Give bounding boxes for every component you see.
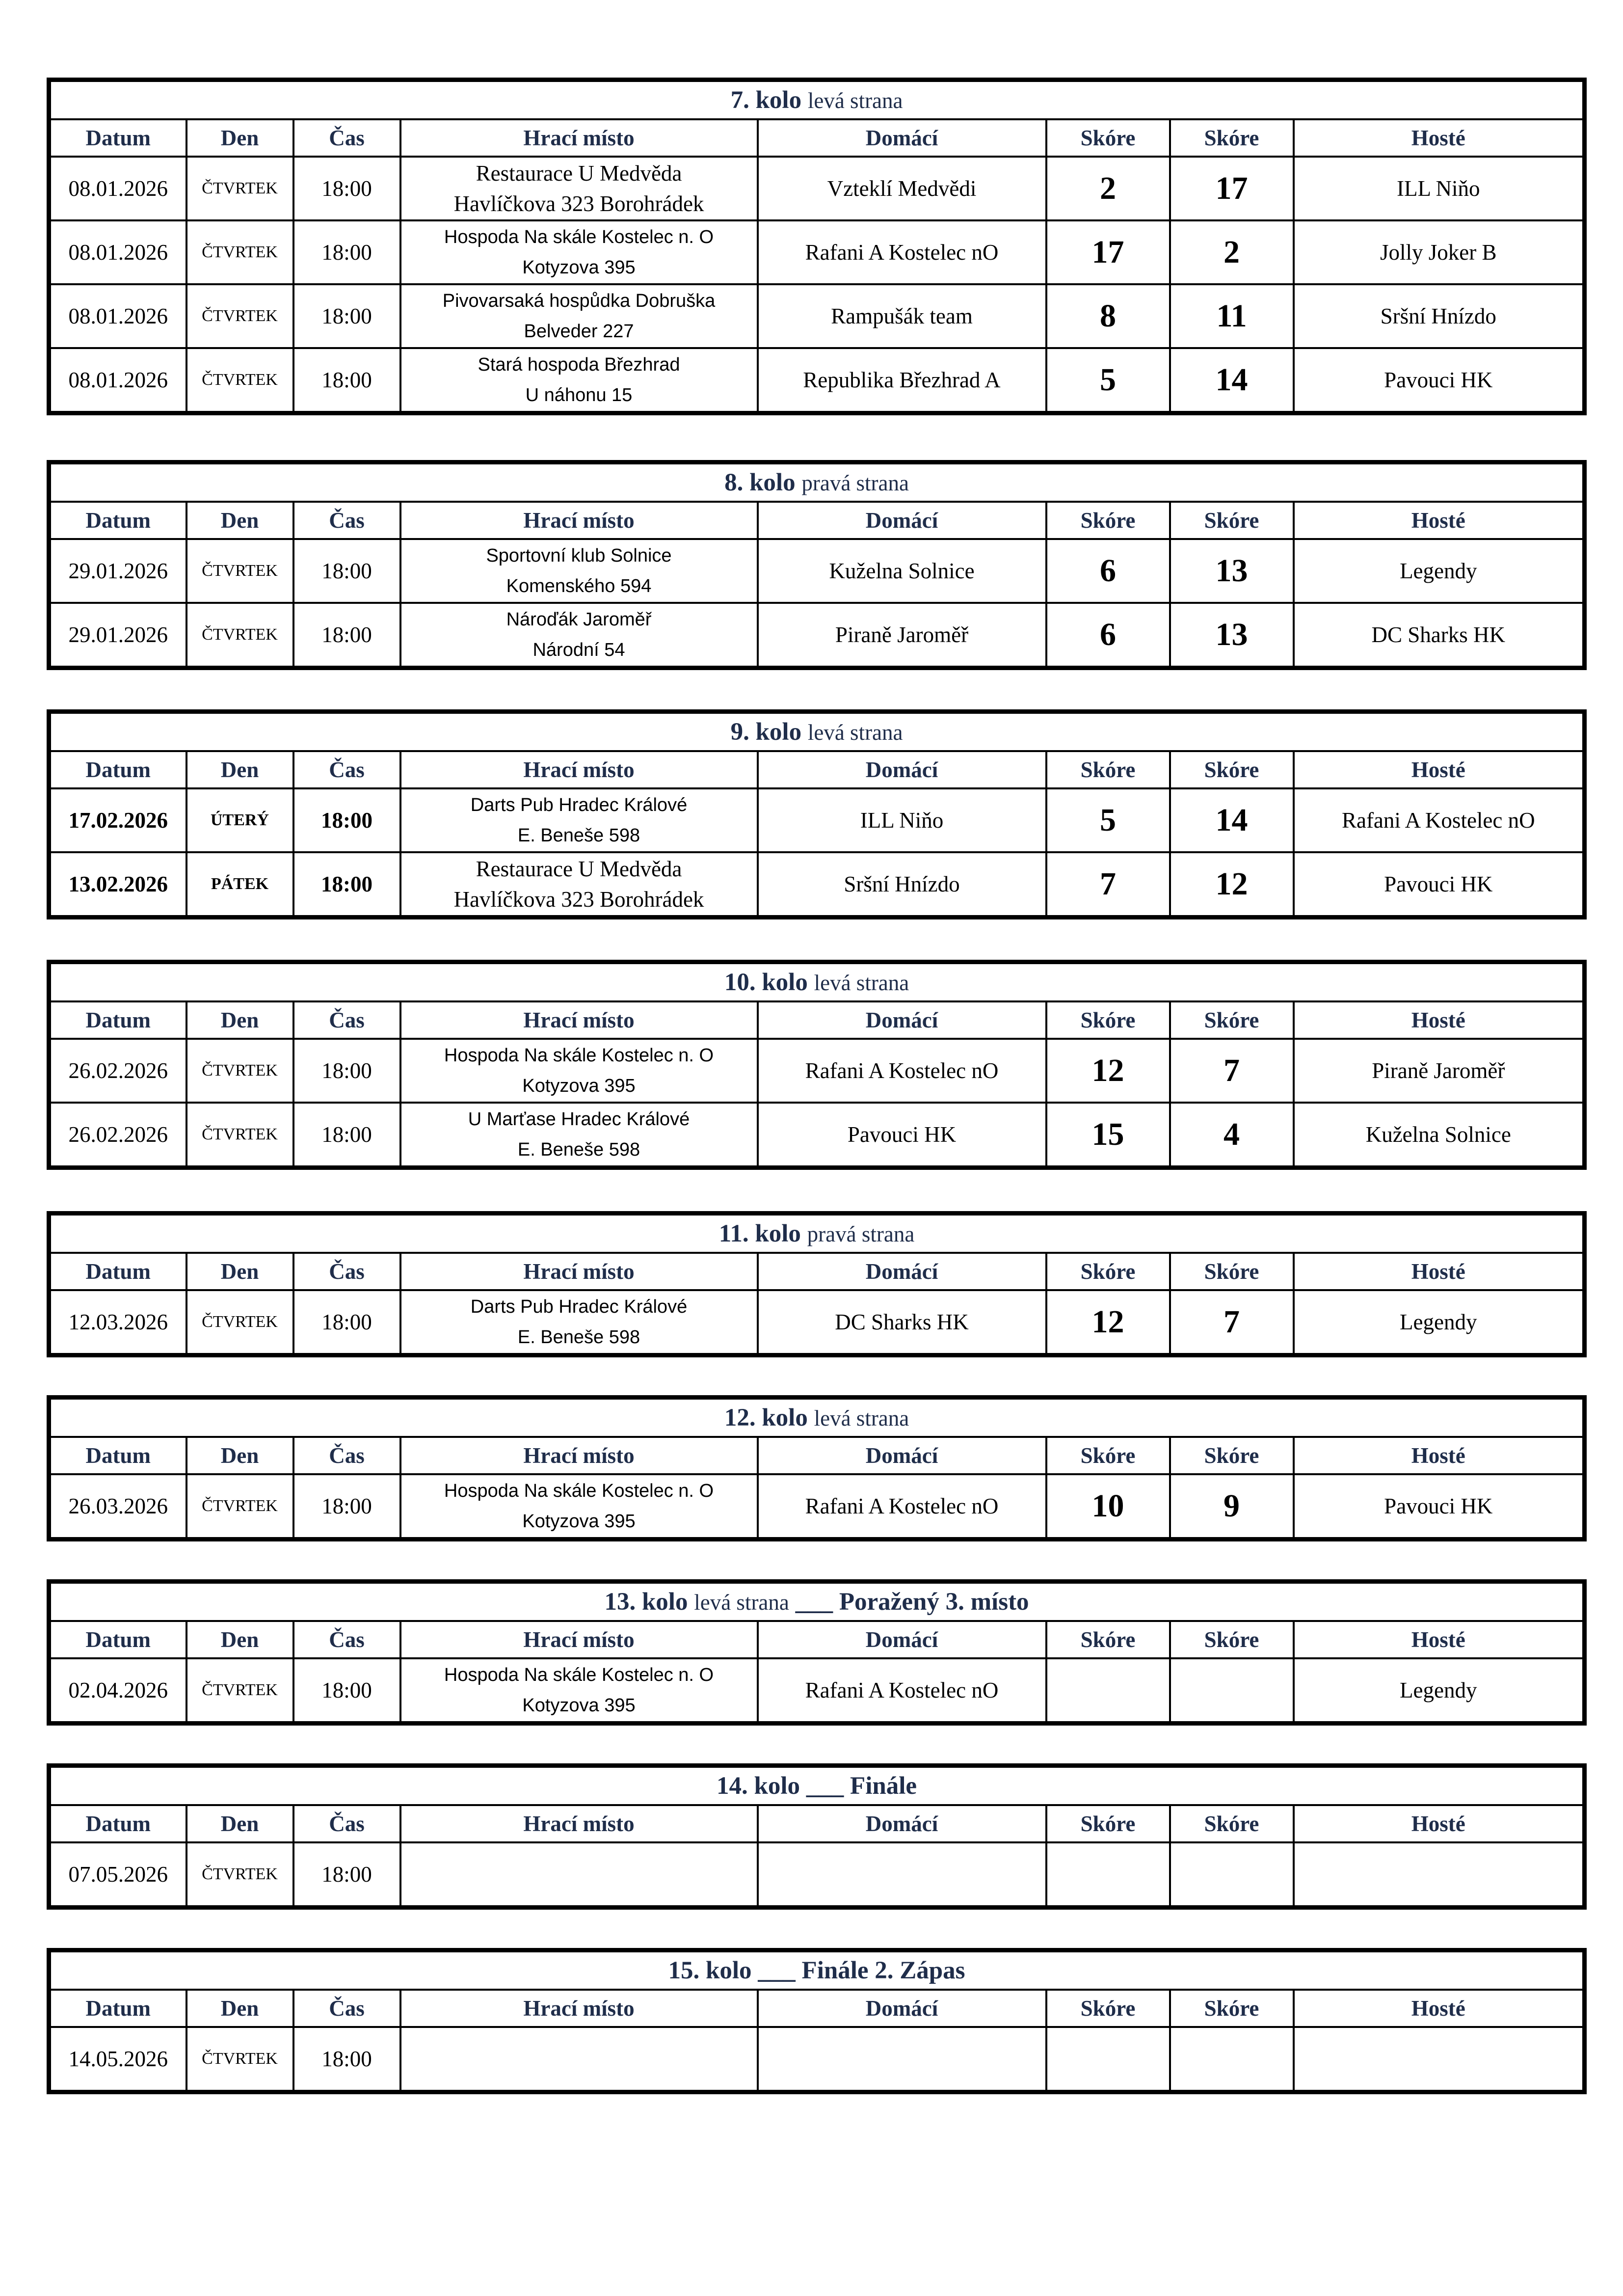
- column-header-skore2: Skóre: [1170, 1621, 1294, 1658]
- home-score: 15: [1046, 1103, 1170, 1168]
- round-title: 10. kolo: [724, 969, 808, 996]
- column-header-misto: Hrací místo: [400, 1253, 758, 1290]
- away-score: 7: [1170, 1039, 1294, 1103]
- match-row: [49, 157, 1585, 220]
- column-header-hoste: Hosté: [1294, 119, 1585, 157]
- venue-address: Kotyzova 395: [522, 1511, 636, 1532]
- column-header-cas: Čas: [293, 1621, 400, 1658]
- column-header-skore1: Skóre: [1046, 119, 1170, 157]
- round-subtitle: levá strana: [694, 1590, 789, 1615]
- match-venue: [400, 220, 758, 284]
- home-score: 7: [1046, 852, 1170, 918]
- match-date: 29.01.2026: [49, 539, 186, 603]
- round-header: [49, 1398, 1585, 1437]
- match-venue: [400, 348, 758, 413]
- match-time: 18:00: [293, 2027, 400, 2092]
- home-score: [1046, 1658, 1170, 1724]
- column-header-domaci: Domácí: [758, 751, 1046, 788]
- venue-address: U náhonu 15: [525, 385, 633, 405]
- column-header-skore2: Skóre: [1170, 1805, 1294, 1842]
- home-team: Vzteklí Medvědi: [758, 157, 1046, 220]
- round-header: [49, 712, 1585, 752]
- match-date: 29.01.2026: [49, 603, 186, 668]
- column-header-hoste: Hosté: [1294, 1253, 1585, 1290]
- column-header-skore2: Skóre: [1170, 1437, 1294, 1474]
- venue-address: Komenského 594: [506, 576, 652, 596]
- round-header-row: [49, 1766, 1585, 1806]
- away-score: [1170, 2027, 1294, 2092]
- home-team: Pavouci HK: [758, 1103, 1046, 1168]
- away-score: 12: [1170, 852, 1294, 918]
- match-time: 18:00: [293, 1658, 400, 1724]
- match-day: ČTVRTEK: [186, 1474, 293, 1540]
- home-team: Rafani A Kostelec nO: [758, 1658, 1046, 1724]
- column-header-misto: Hrací místo: [400, 751, 758, 788]
- home-team: ILL Niňo: [758, 788, 1046, 852]
- match-venue: [400, 539, 758, 603]
- column-header-misto: Hrací místo: [400, 1621, 758, 1658]
- match-date: 08.01.2026: [49, 284, 186, 348]
- round-header-row: [49, 712, 1585, 752]
- away-score: [1170, 1842, 1294, 1908]
- venue-name: Darts Pub Hradec Králové: [470, 795, 688, 815]
- match-venue: [400, 1103, 758, 1168]
- match-time: 18:00: [293, 1842, 400, 1908]
- round-table: [47, 1395, 1587, 1541]
- column-header-den: Den: [186, 751, 293, 788]
- match-date: 26.03.2026: [49, 1474, 186, 1540]
- round-header: [49, 1766, 1585, 1806]
- round-title: 12. kolo: [724, 1404, 808, 1432]
- column-header-skore1: Skóre: [1046, 1805, 1170, 1842]
- round-title: 11. kolo: [718, 1220, 801, 1247]
- match-row: [49, 1103, 1585, 1168]
- round-subtitle: levá strana: [814, 1406, 909, 1431]
- column-header-misto: Hrací místo: [400, 1001, 758, 1039]
- match-row: [49, 603, 1585, 668]
- column-header-misto: Hrací místo: [400, 1437, 758, 1474]
- column-header-skore2: Skóre: [1170, 1001, 1294, 1039]
- away-team: Pavouci HK: [1294, 348, 1585, 413]
- venue-name: Nároďák Jaroměř: [506, 609, 652, 630]
- column-header-row: [49, 1990, 1585, 2027]
- match-time: 18:00: [293, 1474, 400, 1540]
- home-team: Sršní Hnízdo: [758, 852, 1046, 918]
- column-header-hoste: Hosté: [1294, 751, 1585, 788]
- column-header-row: [49, 1253, 1585, 1290]
- match-venue: [400, 284, 758, 348]
- match-row: [49, 1039, 1585, 1103]
- match-venue: [400, 1039, 758, 1103]
- venue-address: Kotyzova 395: [522, 1695, 636, 1716]
- venue-name: Darts Pub Hradec Králové: [470, 1297, 688, 1317]
- column-header-hoste: Hosté: [1294, 1001, 1585, 1039]
- column-header-row: [49, 1001, 1585, 1039]
- home-score: 6: [1046, 603, 1170, 668]
- match-row: [49, 348, 1585, 413]
- column-header-hoste: Hosté: [1294, 1621, 1585, 1658]
- column-header-skore2: Skóre: [1170, 1990, 1294, 2027]
- match-day: ČTVRTEK: [186, 1658, 293, 1724]
- venue-address: Národní 54: [532, 640, 625, 660]
- column-header-datum: Datum: [49, 1990, 186, 2027]
- column-header-den: Den: [186, 1805, 293, 1842]
- round-header-row: [49, 1398, 1585, 1437]
- match-date: 26.02.2026: [49, 1103, 186, 1168]
- home-team: [758, 2027, 1046, 2092]
- away-team: DC Sharks HK: [1294, 603, 1585, 668]
- column-header-domaci: Domácí: [758, 502, 1046, 539]
- round-table: [47, 1579, 1587, 1726]
- match-day: ČTVRTEK: [186, 1290, 293, 1355]
- match-venue: [400, 603, 758, 668]
- column-header-cas: Čas: [293, 1001, 400, 1039]
- venue-name: Stará hospoda Březhrad: [478, 354, 680, 375]
- home-score: 5: [1046, 348, 1170, 413]
- match-time: 18:00: [293, 1039, 400, 1103]
- home-score: 17: [1046, 220, 1170, 284]
- round-header: [49, 962, 1585, 1002]
- column-header-domaci: Domácí: [758, 1253, 1046, 1290]
- round-header-row: [49, 1950, 1585, 1990]
- round-subtitle: levá strana: [814, 971, 909, 995]
- round-header-row: [49, 1582, 1585, 1621]
- column-header-cas: Čas: [293, 502, 400, 539]
- column-header-row: [49, 751, 1585, 788]
- match-date: 13.02.2026: [49, 852, 186, 918]
- home-team: Rafani A Kostelec nO: [758, 1039, 1046, 1103]
- away-score: 9: [1170, 1474, 1294, 1540]
- home-team: Rafani A Kostelec nO: [758, 220, 1046, 284]
- match-date: 08.01.2026: [49, 157, 186, 220]
- home-team: Rafani A Kostelec nO: [758, 1474, 1046, 1540]
- column-header-row: [49, 502, 1585, 539]
- round-header: [49, 1214, 1585, 1253]
- column-header-den: Den: [186, 119, 293, 157]
- column-header-den: Den: [186, 1990, 293, 2027]
- away-team: Legendy: [1294, 1658, 1585, 1724]
- match-day: ČTVRTEK: [186, 1842, 293, 1908]
- match-time: 18:00: [293, 348, 400, 413]
- column-header-skore2: Skóre: [1170, 502, 1294, 539]
- column-header-hoste: Hosté: [1294, 1437, 1585, 1474]
- column-header-domaci: Domácí: [758, 1805, 1046, 1842]
- column-header-cas: Čas: [293, 1990, 400, 2027]
- match-venue: [400, 1842, 758, 1908]
- home-team: Republika Březhrad A: [758, 348, 1046, 413]
- column-header-skore1: Skóre: [1046, 1253, 1170, 1290]
- match-venue: [400, 1290, 758, 1355]
- column-header-skore2: Skóre: [1170, 119, 1294, 157]
- round-subtitle: pravá strana: [801, 471, 909, 495]
- match-date: 07.05.2026: [49, 1842, 186, 1908]
- column-header-skore2: Skóre: [1170, 751, 1294, 788]
- away-team: Sršní Hnízdo: [1294, 284, 1585, 348]
- match-day: ČTVRTEK: [186, 348, 293, 413]
- home-team: Kuželna Solnice: [758, 539, 1046, 603]
- round-table: [47, 960, 1587, 1170]
- away-team: Piraně Jaroměř: [1294, 1039, 1585, 1103]
- match-venue: [400, 852, 758, 918]
- venue-name: Restaurace U Medvěda: [476, 857, 682, 881]
- column-header-cas: Čas: [293, 1437, 400, 1474]
- match-row: [49, 1474, 1585, 1540]
- match-time: 18:00: [293, 1103, 400, 1168]
- column-header-datum: Datum: [49, 1621, 186, 1658]
- column-header-hoste: Hosté: [1294, 1990, 1585, 2027]
- venue-address: Kotyzova 395: [522, 1076, 636, 1096]
- match-row: [49, 852, 1585, 918]
- match-day: ÚTERÝ: [186, 788, 293, 852]
- round-header-row: [49, 962, 1585, 1002]
- match-time: 18:00: [293, 788, 400, 852]
- away-team: Rafani A Kostelec nO: [1294, 788, 1585, 852]
- venue-name: Hospoda Na skále Kostelec n. O: [444, 1481, 714, 1501]
- match-date: 08.01.2026: [49, 348, 186, 413]
- match-time: 18:00: [293, 220, 400, 284]
- round-table: [47, 709, 1587, 919]
- venue-name: Hospoda Na skále Kostelec n. O: [444, 227, 714, 247]
- column-header-datum: Datum: [49, 1001, 186, 1039]
- column-header-skore1: Skóre: [1046, 1621, 1170, 1658]
- away-team: Legendy: [1294, 539, 1585, 603]
- away-team: Kuželna Solnice: [1294, 1103, 1585, 1168]
- away-score: 2: [1170, 220, 1294, 284]
- away-team: Pavouci HK: [1294, 852, 1585, 918]
- venue-address: E. Beneše 598: [517, 1139, 640, 1160]
- away-score: 13: [1170, 539, 1294, 603]
- home-score: 10: [1046, 1474, 1170, 1540]
- round-header-row: [49, 1214, 1585, 1253]
- round-header-row: [49, 462, 1585, 502]
- venue-address: E. Beneše 598: [517, 1327, 640, 1348]
- match-venue: [400, 157, 758, 220]
- column-header-cas: Čas: [293, 751, 400, 788]
- match-day: ČTVRTEK: [186, 284, 293, 348]
- column-header-row: [49, 1805, 1585, 1842]
- home-score: 6: [1046, 539, 1170, 603]
- match-time: 18:00: [293, 284, 400, 348]
- away-team: ILL Niňo: [1294, 157, 1585, 220]
- match-time: 18:00: [293, 539, 400, 603]
- column-header-misto: Hrací místo: [400, 502, 758, 539]
- round-title-extra: ___ Poražený 3. místo: [795, 1588, 1029, 1616]
- column-header-datum: Datum: [49, 1805, 186, 1842]
- column-header-cas: Čas: [293, 1805, 400, 1842]
- home-score: 5: [1046, 788, 1170, 852]
- match-row: [49, 788, 1585, 852]
- home-score: 12: [1046, 1290, 1170, 1355]
- column-header-datum: Datum: [49, 502, 186, 539]
- match-date: 17.02.2026: [49, 788, 186, 852]
- column-header-domaci: Domácí: [758, 1437, 1046, 1474]
- round-table: [47, 1948, 1587, 2094]
- round-title-extra: ___ Finále: [806, 1772, 917, 1800]
- match-time: 18:00: [293, 157, 400, 220]
- round-title: 7. kolo: [730, 86, 802, 114]
- venue-name: U Marťase Hradec Králové: [468, 1109, 690, 1130]
- match-date: 02.04.2026: [49, 1658, 186, 1724]
- match-row: [49, 1658, 1585, 1724]
- match-venue: [400, 1474, 758, 1540]
- venue-address: Kotyzova 395: [522, 257, 636, 278]
- column-header-datum: Datum: [49, 751, 186, 788]
- match-day: ČTVRTEK: [186, 1103, 293, 1168]
- round-subtitle: levá strana: [807, 88, 903, 113]
- venue-name: Sportovní klub Solnice: [486, 545, 672, 566]
- column-header-skore1: Skóre: [1046, 502, 1170, 539]
- round-table: [47, 460, 1587, 670]
- round-header: [49, 80, 1585, 120]
- home-score: 12: [1046, 1039, 1170, 1103]
- match-venue: [400, 2027, 758, 2092]
- match-day: PÁTEK: [186, 852, 293, 918]
- match-row: [49, 539, 1585, 603]
- round-title: 14. kolo: [717, 1772, 800, 1800]
- away-score: 11: [1170, 284, 1294, 348]
- column-header-row: [49, 1437, 1585, 1474]
- home-team: Piraně Jaroměř: [758, 603, 1046, 668]
- column-header-domaci: Domácí: [758, 119, 1046, 157]
- match-time: 18:00: [293, 1290, 400, 1355]
- round-table: [47, 1211, 1587, 1357]
- round-subtitle: levá strana: [807, 720, 903, 745]
- match-date: 14.05.2026: [49, 2027, 186, 2092]
- home-team: DC Sharks HK: [758, 1290, 1046, 1355]
- match-venue: [400, 1658, 758, 1724]
- match-day: ČTVRTEK: [186, 539, 293, 603]
- column-header-hoste: Hosté: [1294, 502, 1585, 539]
- match-venue: [400, 788, 758, 852]
- round-title: 13. kolo: [604, 1588, 688, 1616]
- venue-address: Belveder 227: [524, 321, 634, 342]
- home-score: 2: [1046, 157, 1170, 220]
- column-header-den: Den: [186, 1253, 293, 1290]
- home-team: [758, 1842, 1046, 1908]
- round-title: 15. kolo: [668, 1957, 752, 1984]
- match-day: ČTVRTEK: [186, 2027, 293, 2092]
- column-header-skore1: Skóre: [1046, 1437, 1170, 1474]
- column-header-den: Den: [186, 1001, 293, 1039]
- column-header-row: [49, 119, 1585, 157]
- match-time: 18:00: [293, 852, 400, 918]
- home-score: [1046, 2027, 1170, 2092]
- away-score: 4: [1170, 1103, 1294, 1168]
- match-day: ČTVRTEK: [186, 157, 293, 220]
- match-date: 08.01.2026: [49, 220, 186, 284]
- round-table: [47, 1763, 1587, 1910]
- home-team: Rampušák team: [758, 284, 1046, 348]
- match-row: [49, 284, 1585, 348]
- column-header-den: Den: [186, 1621, 293, 1658]
- match-row: [49, 1290, 1585, 1355]
- column-header-datum: Datum: [49, 119, 186, 157]
- match-day: ČTVRTEK: [186, 603, 293, 668]
- away-team: Legendy: [1294, 1290, 1585, 1355]
- column-header-row: [49, 1621, 1585, 1658]
- column-header-skore1: Skóre: [1046, 1001, 1170, 1039]
- away-team: Pavouci HK: [1294, 1474, 1585, 1540]
- column-header-domaci: Domácí: [758, 1990, 1046, 2027]
- away-team: [1294, 1842, 1585, 1908]
- match-row: [49, 1842, 1585, 1908]
- round-title-extra: ___ Finále 2. Zápas: [758, 1957, 965, 1984]
- column-header-domaci: Domácí: [758, 1001, 1046, 1039]
- venue-name: Restaurace U Medvěda: [476, 161, 682, 186]
- away-team: [1294, 2027, 1585, 2092]
- away-score: 7: [1170, 1290, 1294, 1355]
- column-header-skore2: Skóre: [1170, 1253, 1294, 1290]
- round-title: 8. kolo: [724, 469, 796, 496]
- venue-address: E. Beneše 598: [517, 825, 640, 846]
- match-row: [49, 2027, 1585, 2092]
- away-team: Jolly Joker B: [1294, 220, 1585, 284]
- round-title: 9. kolo: [730, 718, 802, 746]
- column-header-misto: Hrací místo: [400, 119, 758, 157]
- away-score: [1170, 1658, 1294, 1724]
- column-header-cas: Čas: [293, 1253, 400, 1290]
- column-header-domaci: Domácí: [758, 1621, 1046, 1658]
- away-score: 14: [1170, 348, 1294, 413]
- match-time: 18:00: [293, 603, 400, 668]
- match-date: 12.03.2026: [49, 1290, 186, 1355]
- away-score: 17: [1170, 157, 1294, 220]
- column-header-misto: Hrací místo: [400, 1990, 758, 2027]
- venue-address: Havlíčkova 323 Borohrádek: [453, 191, 704, 216]
- venue-name: Hospoda Na skále Kostelec n. O: [444, 1045, 714, 1066]
- away-score: 14: [1170, 788, 1294, 852]
- round-header: [49, 1950, 1585, 1990]
- venue-address: Havlíčkova 323 Borohrádek: [453, 887, 704, 912]
- column-header-datum: Datum: [49, 1253, 186, 1290]
- venue-name: Pivovarsaká hospůdka Dobruška: [442, 291, 716, 311]
- away-score: 13: [1170, 603, 1294, 668]
- round-subtitle: pravá strana: [807, 1222, 915, 1246]
- round-table: [47, 78, 1587, 415]
- column-header-skore1: Skóre: [1046, 1990, 1170, 2027]
- round-header: [49, 1582, 1585, 1621]
- home-score: 8: [1046, 284, 1170, 348]
- home-score: [1046, 1842, 1170, 1908]
- column-header-hoste: Hosté: [1294, 1805, 1585, 1842]
- column-header-den: Den: [186, 1437, 293, 1474]
- round-header: [49, 462, 1585, 502]
- round-header-row: [49, 80, 1585, 120]
- column-header-datum: Datum: [49, 1437, 186, 1474]
- match-day: ČTVRTEK: [186, 220, 293, 284]
- venue-name: Hospoda Na skále Kostelec n. O: [444, 1665, 714, 1685]
- column-header-skore1: Skóre: [1046, 751, 1170, 788]
- match-date: 26.02.2026: [49, 1039, 186, 1103]
- column-header-den: Den: [186, 502, 293, 539]
- column-header-cas: Čas: [293, 119, 400, 157]
- match-row: [49, 220, 1585, 284]
- match-day: ČTVRTEK: [186, 1039, 293, 1103]
- column-header-misto: Hrací místo: [400, 1805, 758, 1842]
